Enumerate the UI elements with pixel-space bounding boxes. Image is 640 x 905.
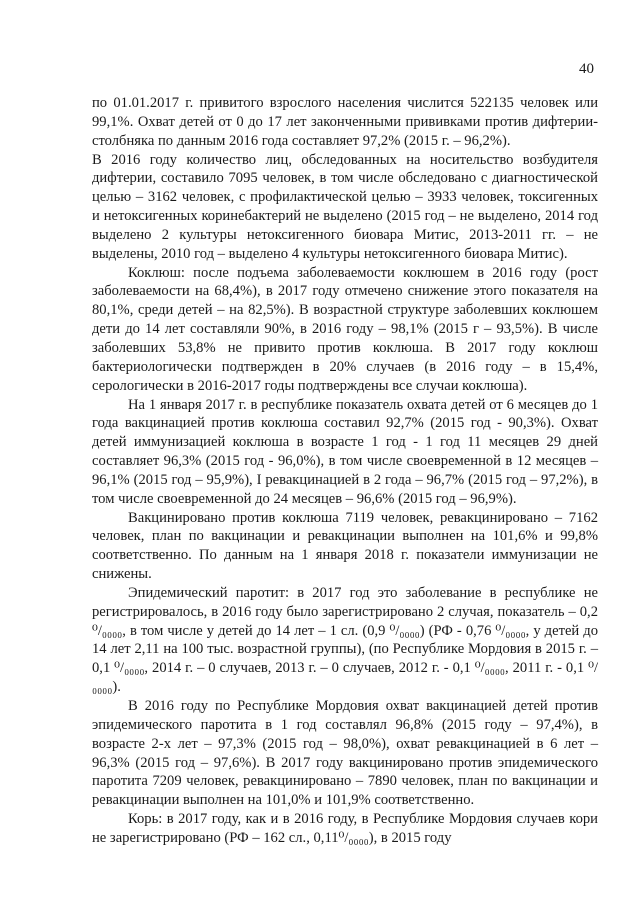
paragraph-measles: Корь: в 2017 году, как и в 2016 году, в Республике Мордовия случаев кори не зарегистрировано (РФ – 162 сл., 0,11⁰/₀₀₀₀), в 2015 году <box>92 811 598 846</box>
paragraph-pertussis-vaccinated: Вакцинировано против коклюша 7119 человек, ревакцинировано – 7162 человек, план по вакцинации и ревакцинации выполнен на 101,6% и 99,8% соответственно. По данным на 1 января 2018 г. показатели иммунизации не снижены. <box>92 509 598 583</box>
paragraph-pertussis-incidence: Коклюш: после подъема заболеваемости коклюшем в 2016 году (рост заболеваемости на 68,4%), в 2017 году отмечено снижение этого показателя на 80,1%, среди детей – на 82,5%). В возрастной структуре заболевших коклюшем дети до 14 лет составляли 90%, в 2016 году – 98,1% (2015 г – 93,5%). В числе заболевших 53,8% не привито против коклюша. В 2017 году коклюш бактериологически подтвержден в 20% случаев (в 2016 году – в 15,4%, серологически в 2016-2017 годы подтверждены все случаи коклюша). <box>92 264 598 394</box>
paragraph-mumps-incidence: Эпидемический паротит: в 2017 год это заболевание в республике не регистрировалось, в 2016 году было зарегистрировано 2 случая, показатель – 0,2 ⁰/₀₀₀₀, в том числе у детей до 14 лет – 1 сл. (0,9 ⁰/₀₀₀₀) (РФ - 0,76 ⁰/₀₀₀₀, у детей до 14 лет 2,11 на 100 тыс. возрастной группы), (по Республике Мордовия в 2015 г. –0,1 ⁰/₀₀₀₀, 2014 г. – 0 случаев, 2013 г. – 0 случаев, 2012 г. - 0,1 ⁰/₀₀₀₀, 2011 г. - 0,1 ⁰/₀₀₀₀). <box>92 584 598 696</box>
page-number: 40 <box>579 61 594 77</box>
paragraph-diphtheria-carriers: В 2016 году количество лиц, обследованных на носительство возбудителя дифтерии, составило 7095 человек, в том числе обследовано с диагностической целью – 3162 человек, с профилактической целью – 3933 человек, токсигенных и нетоксигенных коринебактерий не выделено (2015 год – не выделено, 2014 год выделено 2 культуры нетоксигенного биовара Митис, 2013-2011 гг. – не выделены, 2010 год – выделено 4 культуры нетоксигенного биовара Митис). <box>92 151 598 262</box>
paragraph-mumps-coverage: В 2016 году по Республике Мордовия охват вакцинацией детей против эпидемического паротита в 1 год составлял 96,8% (2015 году – 97,4%), в возрасте 2-х лет – 97,3% (2015 год – 98,0%), охват ревакцинацией в 6 лет – 96,3% (2015 год – 97,6%). В 2017 году вакцинировано против эпидемического паротита 7209 человек, ревакцинировано – 7890 человек, план по вакцинации и ревакцинации выполнен на 101,0% и 101,9% соответственно. <box>92 698 598 809</box>
document-body <box>92 94 598 848</box>
paragraph-pertussis-coverage: На 1 января 2017 г. в республике показатель охвата детей от 6 месяцев до 1 года вакцинацией против коклюша составил 92,7% (2015 год - 90,3%). Охват детей иммунизацией коклюша в возрасте 1 год - 1 год 11 месяцев 29 дней составляет 96,3% (2015 год - 96,0%), в том числе своевременной в 12 месяцев – 96,1% (2015 год – 95,9%), I ревакцинацией в 2 года – 96,7% (2015 год – 97,2%), в том числе своевременной до 24 месяцев – 96,6% (2015 год – 96,9%). <box>92 396 598 507</box>
paragraph-vaccinated-adults: по 01.01.2017 г. привитого взрослого населения числится 522135 человек или 99,1%. Охват детей от 0 до 17 лет законченными прививками против дифтерии-столбняка по данным 2016 года составляет 97,2% (2015 г. – 96,2%). <box>92 95 598 149</box>
